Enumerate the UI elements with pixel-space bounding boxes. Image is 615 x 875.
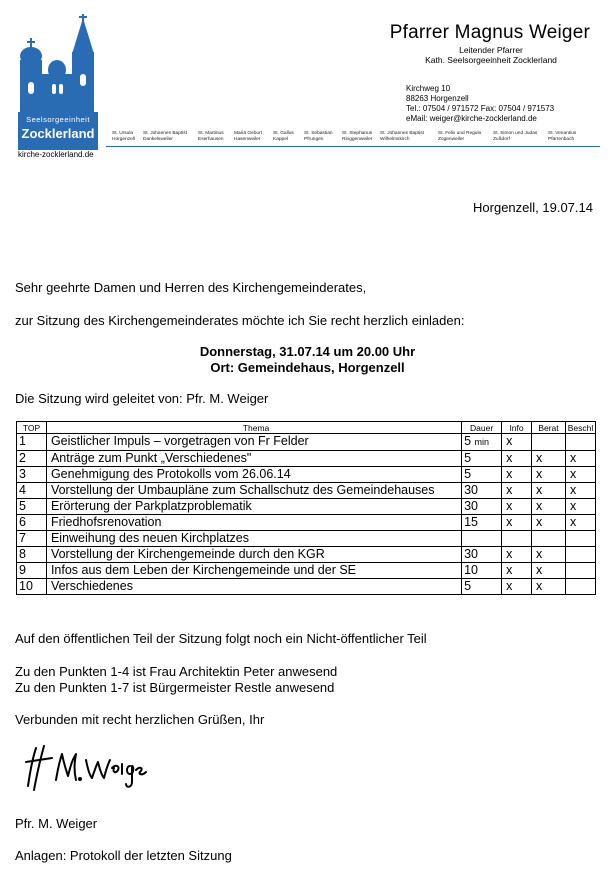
table-row [17, 434, 596, 451]
logo-text-main: Zocklerland [21, 126, 95, 141]
cell-info: x [502, 579, 532, 595]
header-top: TOP [17, 422, 47, 434]
parish-item: St. Stephanus Ringgenweiler [342, 131, 373, 142]
cell-info: x [502, 451, 532, 467]
cell-berat: x [532, 499, 566, 515]
cell-top: 3 [17, 467, 47, 483]
table-row [17, 547, 596, 563]
cell-dauer: 5 [462, 451, 502, 467]
agenda-table [16, 421, 596, 595]
cell-top: 2 [17, 451, 47, 467]
cell-thema: Verschiedenes [46, 579, 461, 595]
cell-top: 9 [17, 563, 47, 579]
table-row [17, 467, 596, 483]
parish-item: St. Simon und Judas Zußdorf [493, 131, 538, 142]
cell-dauer [462, 531, 502, 547]
sender-unit: Kath. Seelsorgeeinheit Zocklerland [425, 55, 557, 65]
cell-beschl [565, 547, 595, 563]
closing-text: Verbunden mit recht herzlichen Grüßen, Ihr [15, 712, 265, 727]
parish-item: St. Venantius Pfärrenbach [548, 131, 577, 142]
cell-berat: x [532, 451, 566, 467]
address-city: 88263 Horgenzell [406, 94, 469, 103]
church-towers-icon [14, 12, 102, 112]
cell-thema: Friedhofsrenovation [46, 515, 461, 531]
cell-dauer: 5 [462, 579, 502, 595]
address-street: Kirchweg 10 [406, 84, 451, 93]
header-thema: Thema [46, 422, 461, 434]
signer-name: Pfr. M. Weiger [15, 816, 98, 831]
non-public-note: Auf den öffentlichen Teil der Sitzung folgt noch ein Nicht-öffentlicher Teil [15, 631, 427, 646]
address-phone: Tel.: 07504 / 971572 Fax: 07504 / 971573 [406, 104, 555, 113]
parish-item: St. Sebastian Pfrungen [304, 131, 333, 142]
cell-beschl: x [565, 451, 595, 467]
cell-berat [532, 531, 566, 547]
cell-dauer: 30 [462, 499, 502, 515]
header-dauer: Dauer [462, 422, 502, 434]
cell-top: 10 [17, 579, 47, 595]
parish-item: St. Martinus Eserhausen [198, 131, 224, 142]
cell-top: 6 [17, 515, 47, 531]
address-email[interactable]: eMail: weiger@kirche-zocklerland.de [406, 114, 537, 123]
cell-info: x [502, 483, 532, 499]
meeting-date: Donnerstag, 31.07.14 um 20.00 Uhr [199, 344, 416, 359]
chair-text: Die Sitzung wird geleitet von: Pfr. M. Weiger [15, 391, 269, 406]
parish-item: St. Felix und Regula Zogenweiler [438, 131, 482, 142]
cell-info: x [502, 467, 532, 483]
handwritten-signature [22, 738, 152, 798]
logo-banner [18, 112, 98, 150]
letter-date: Horgenzell, 19.07.14 [473, 200, 593, 215]
cell-dauer: 10 [462, 563, 502, 579]
parish-list [112, 131, 602, 145]
salutation: Sehr geehrte Damen und Herren des Kirchengemeinderates, [15, 280, 367, 295]
cell-beschl [565, 563, 595, 579]
cell-info: x [502, 499, 532, 515]
cell-info: x [502, 547, 532, 563]
cell-dauer: 5 [462, 467, 502, 483]
parish-item: St. Johannes Baptist Dankelsweiler [143, 131, 187, 142]
cell-dauer: 5 min [462, 434, 502, 451]
cell-top: 7 [17, 531, 47, 547]
cell-thema: Erörterung der Parkplatzproblematik [46, 499, 461, 515]
table-row [17, 563, 596, 579]
header-beschl: Beschl [565, 422, 595, 434]
cell-thema: Vorstellung der Umbaupläne zum Schallschutz des Gemeindehauses [46, 483, 461, 499]
cell-beschl: x [565, 499, 595, 515]
cell-beschl [565, 579, 595, 595]
table-header-row [17, 422, 596, 434]
cell-beschl [565, 434, 595, 451]
parish-item: Mariä Geburt Hasenweiler [234, 131, 262, 142]
header-divider [106, 146, 600, 147]
agenda-body [17, 434, 596, 595]
sender-role: Leitender Pfarrer [459, 45, 523, 55]
header-info: Info [502, 422, 532, 434]
cell-thema: Einweihung des neuen Kirchplatzes [46, 531, 461, 547]
cell-dauer: 30 [462, 547, 502, 563]
cell-berat: x [532, 579, 566, 595]
address-block [406, 84, 554, 124]
cell-berat: x [532, 467, 566, 483]
logo-text-top: Seelsorgeeinheit [26, 115, 90, 124]
sender-block [330, 22, 590, 65]
cell-thema: Geistlicher Impuls – vorgetragen von Fr Felder [46, 434, 461, 451]
cell-dauer: 15 [462, 515, 502, 531]
cell-info: x [502, 434, 532, 451]
invitation-text: zur Sitzung des Kirchengemeinderates möchte ich Sie recht herzlich einladen: [15, 313, 465, 328]
cell-beschl: x [565, 515, 595, 531]
guest-note-1: Zu den Punkten 1-4 ist Frau Architektin Peter anwesend [15, 664, 338, 679]
guest-note-2: Zu den Punkten 1-7 ist Bürgermeister Restle anwesend [15, 680, 335, 695]
parish-item: St. Johannes Baptist Wilhelmskirch [380, 131, 424, 142]
table-row [17, 531, 596, 547]
table-row [17, 579, 596, 595]
cell-info: x [502, 515, 532, 531]
duration-unit: min [474, 437, 490, 447]
meeting-place: Ort: Gemeindehaus, Horgenzell [210, 360, 405, 375]
cell-berat: x [532, 563, 566, 579]
cell-top: 5 [17, 499, 47, 515]
cell-thema: Anträge zum Punkt „Verschiedenes" [46, 451, 461, 467]
cell-thema: Genehmigung des Protokolls vom 26.06.14 [46, 467, 461, 483]
cell-beschl: x [565, 483, 595, 499]
cell-top: 1 [17, 434, 47, 451]
cell-berat [532, 434, 566, 451]
sender-name: Pfarrer Magnus Weiger [389, 22, 590, 43]
cell-beschl: x [565, 467, 595, 483]
cell-thema: Vorstellung der Kirchengemeinde durch den KGR [46, 547, 461, 563]
cell-top: 8 [17, 547, 47, 563]
cell-beschl [565, 531, 595, 547]
cell-berat: x [532, 515, 566, 531]
parish-logo [14, 12, 102, 152]
table-row [17, 451, 596, 467]
cell-berat: x [532, 483, 566, 499]
cell-berat: x [532, 547, 566, 563]
cell-info: x [502, 563, 532, 579]
table-row [17, 483, 596, 499]
cell-top: 4 [17, 483, 47, 499]
table-row [17, 499, 596, 515]
table-row [17, 515, 596, 531]
cell-info [502, 531, 532, 547]
cell-thema: Infos aus dem Leben der Kirchengemeinde und der SE [46, 563, 461, 579]
cell-dauer: 30 [462, 483, 502, 499]
parish-item: St. Gallus Kappel [273, 131, 294, 142]
header-berat: Berat [532, 422, 566, 434]
attachments-note: Anlagen: Protokoll der letzten Sitzung [15, 848, 232, 863]
parish-item: St. Ursula Horgenzell [112, 131, 135, 142]
website-link[interactable]: kirche-zocklerland.de [18, 150, 94, 159]
